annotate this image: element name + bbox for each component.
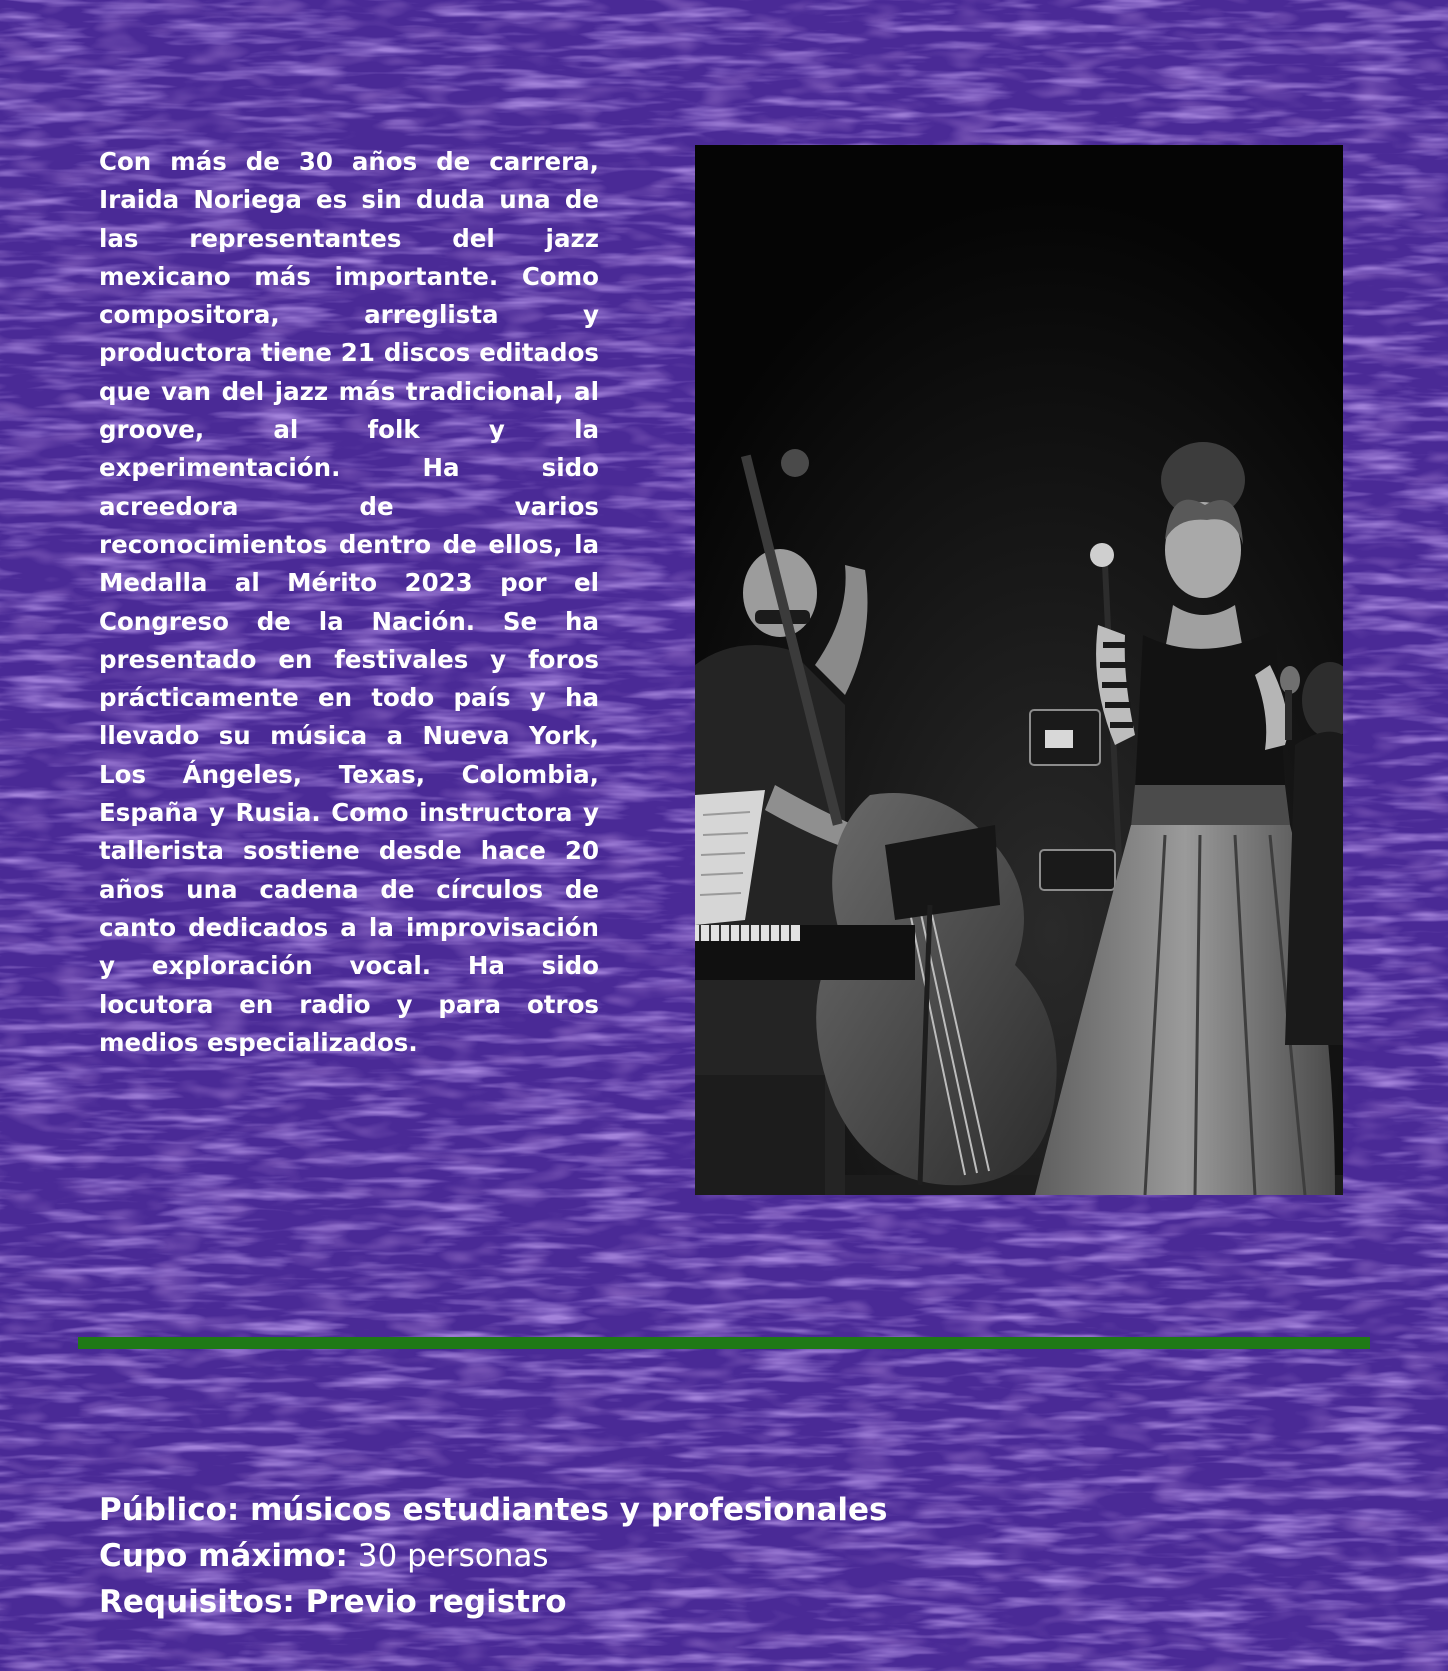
concert-photo [695, 145, 1343, 1195]
capacity-label: Cupo máximo: [99, 1538, 348, 1574]
artist-biography: Con más de 30 años de carrera, Iraida Noriega es sin duda una de las representantes del jazz mexicano más importante. Como compositora, arreglista y productora tiene 21 discos editados que van del jazz más tradicional, al groove, al folk y la experimentación. Ha sido acreedora de varios reconocimientos dentro de ellos, la Medalla al Mérito 2023 por el Congreso de la Nación. Se ha presentado en festivales y foros prácticamente en todo país y ha llevado su música a Nueva York, Los Ángeles, Texas, Colombia, España y Rusia. Como instructora y tallerista sostiene desde hace 20 años una cadena de círculos de canto dedicados a la improvisación y exploración vocal. Ha sido locutora en radio y para otros medios especializados. [99, 147, 599, 1057]
capacity-line [99, 1533, 1299, 1579]
performers-image [695, 145, 1343, 1195]
requirements-line: Requisitos: Previo registro [99, 1584, 567, 1620]
event-details [99, 1487, 1299, 1625]
section-divider [78, 1337, 1370, 1349]
audience-line: Público: músicos estudiantes y profesionales [99, 1492, 888, 1528]
capacity-value: 30 personas [347, 1538, 549, 1574]
